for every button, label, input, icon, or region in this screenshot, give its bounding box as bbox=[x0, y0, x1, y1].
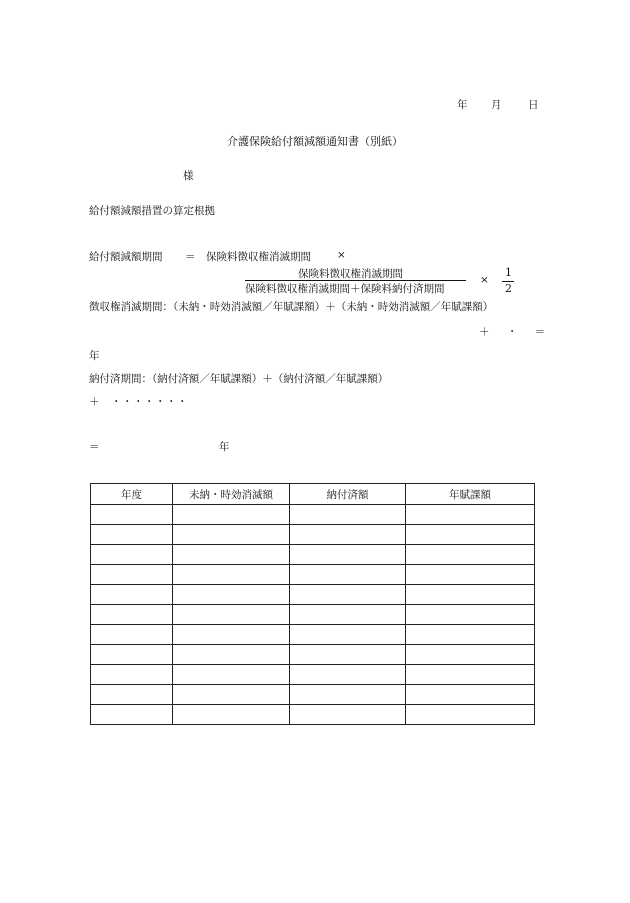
date-year-label: 年 bbox=[457, 99, 468, 111]
table-row bbox=[91, 545, 535, 565]
table-cell bbox=[91, 505, 173, 525]
table-cell bbox=[91, 565, 173, 585]
paid-period-continuation: ＋ ・・・・・・・ bbox=[89, 396, 188, 408]
table-cell bbox=[91, 585, 173, 605]
table-row bbox=[91, 625, 535, 645]
basis-heading: 給付額減額措置の算定根拠 bbox=[89, 205, 215, 217]
table-cell bbox=[290, 705, 406, 725]
fraction-numerator: 保険料徴収権消滅期間 bbox=[298, 268, 403, 280]
table-cell bbox=[290, 505, 406, 525]
table-cell bbox=[173, 525, 290, 545]
result-equals: ＝ bbox=[89, 441, 100, 453]
table-row bbox=[91, 605, 535, 625]
table-row bbox=[91, 665, 535, 685]
table-cell bbox=[406, 685, 535, 705]
paid-period-formula: 納付済期間：（納付済額／年賦課額）＋（納付済額／年賦課額） bbox=[89, 373, 389, 385]
table-cell bbox=[406, 565, 535, 585]
formula-term: 保険料徴収権消滅期間 bbox=[206, 251, 311, 263]
table-row bbox=[91, 685, 535, 705]
collection-period-unit: 年 bbox=[89, 350, 100, 362]
table-cell bbox=[173, 605, 290, 625]
table-cell bbox=[406, 605, 535, 625]
date-day-label: 日 bbox=[528, 99, 539, 111]
table-cell bbox=[173, 565, 290, 585]
column-header-paid-amount: 納付済額 bbox=[290, 484, 406, 505]
table-cell bbox=[290, 665, 406, 685]
table-header-row bbox=[91, 484, 535, 505]
table-cell bbox=[91, 645, 173, 665]
table-row bbox=[91, 585, 535, 605]
formula-label: 給付額減額期間 bbox=[89, 251, 163, 263]
table-row bbox=[91, 565, 535, 585]
half-numerator: 1 bbox=[505, 266, 512, 279]
table-row bbox=[91, 525, 535, 545]
recipient-honorific: 様 bbox=[183, 170, 194, 182]
yearly-amounts-table bbox=[90, 483, 535, 725]
collection-period-continuation: ＋ ・ ＝ bbox=[479, 326, 546, 338]
table-cell bbox=[173, 625, 290, 645]
half-denominator: 2 bbox=[505, 282, 512, 295]
table-cell bbox=[290, 585, 406, 605]
table-cell bbox=[406, 545, 535, 565]
document-title: 介護保険給付額減額通知書（別紙） bbox=[227, 135, 403, 148]
result-unit: 年 bbox=[219, 441, 230, 453]
table-row bbox=[91, 645, 535, 665]
formula-times-second: × bbox=[480, 274, 489, 286]
table-cell bbox=[406, 625, 535, 645]
table-cell bbox=[91, 605, 173, 625]
table-cell bbox=[406, 525, 535, 545]
table-cell bbox=[173, 505, 290, 525]
table-cell bbox=[290, 605, 406, 625]
table-cell bbox=[173, 705, 290, 725]
table-cell bbox=[406, 585, 535, 605]
table-cell bbox=[173, 645, 290, 665]
table-cell bbox=[91, 525, 173, 545]
table-cell bbox=[406, 705, 535, 725]
table-cell bbox=[173, 685, 290, 705]
table-cell bbox=[91, 625, 173, 645]
table-cell bbox=[290, 545, 406, 565]
fraction-denominator: 保険料徴収権消滅期間＋保険料納付済期間 bbox=[245, 283, 445, 295]
table-cell bbox=[290, 565, 406, 585]
date-month-label: 月 bbox=[491, 99, 502, 111]
column-header-unpaid-amount: 未納・時効消滅額 bbox=[173, 484, 290, 505]
table-cell bbox=[290, 645, 406, 665]
formula-times: × bbox=[337, 249, 346, 261]
table-cell bbox=[406, 665, 535, 685]
table-cell bbox=[91, 545, 173, 565]
formula-equals: ＝ bbox=[185, 251, 196, 263]
table-row bbox=[91, 705, 535, 725]
table-cell bbox=[290, 525, 406, 545]
table-cell bbox=[406, 645, 535, 665]
table-cell bbox=[91, 665, 173, 685]
table-cell bbox=[173, 665, 290, 685]
table-cell bbox=[290, 625, 406, 645]
column-header-fiscal-year: 年度 bbox=[91, 484, 173, 505]
column-header-annual-assessment: 年賦課額 bbox=[406, 484, 535, 505]
table-cell bbox=[173, 585, 290, 605]
table-row bbox=[91, 505, 535, 525]
table-cell bbox=[173, 545, 290, 565]
table-body bbox=[91, 505, 535, 725]
table-cell bbox=[290, 685, 406, 705]
collection-period-formula: 徴収権消滅期間：（未納・時効消滅額／年賦課額）＋（未納・時効消滅額／年賦課額） bbox=[89, 301, 494, 313]
table-cell bbox=[406, 505, 535, 525]
table-cell bbox=[91, 685, 173, 705]
table-cell bbox=[91, 705, 173, 725]
